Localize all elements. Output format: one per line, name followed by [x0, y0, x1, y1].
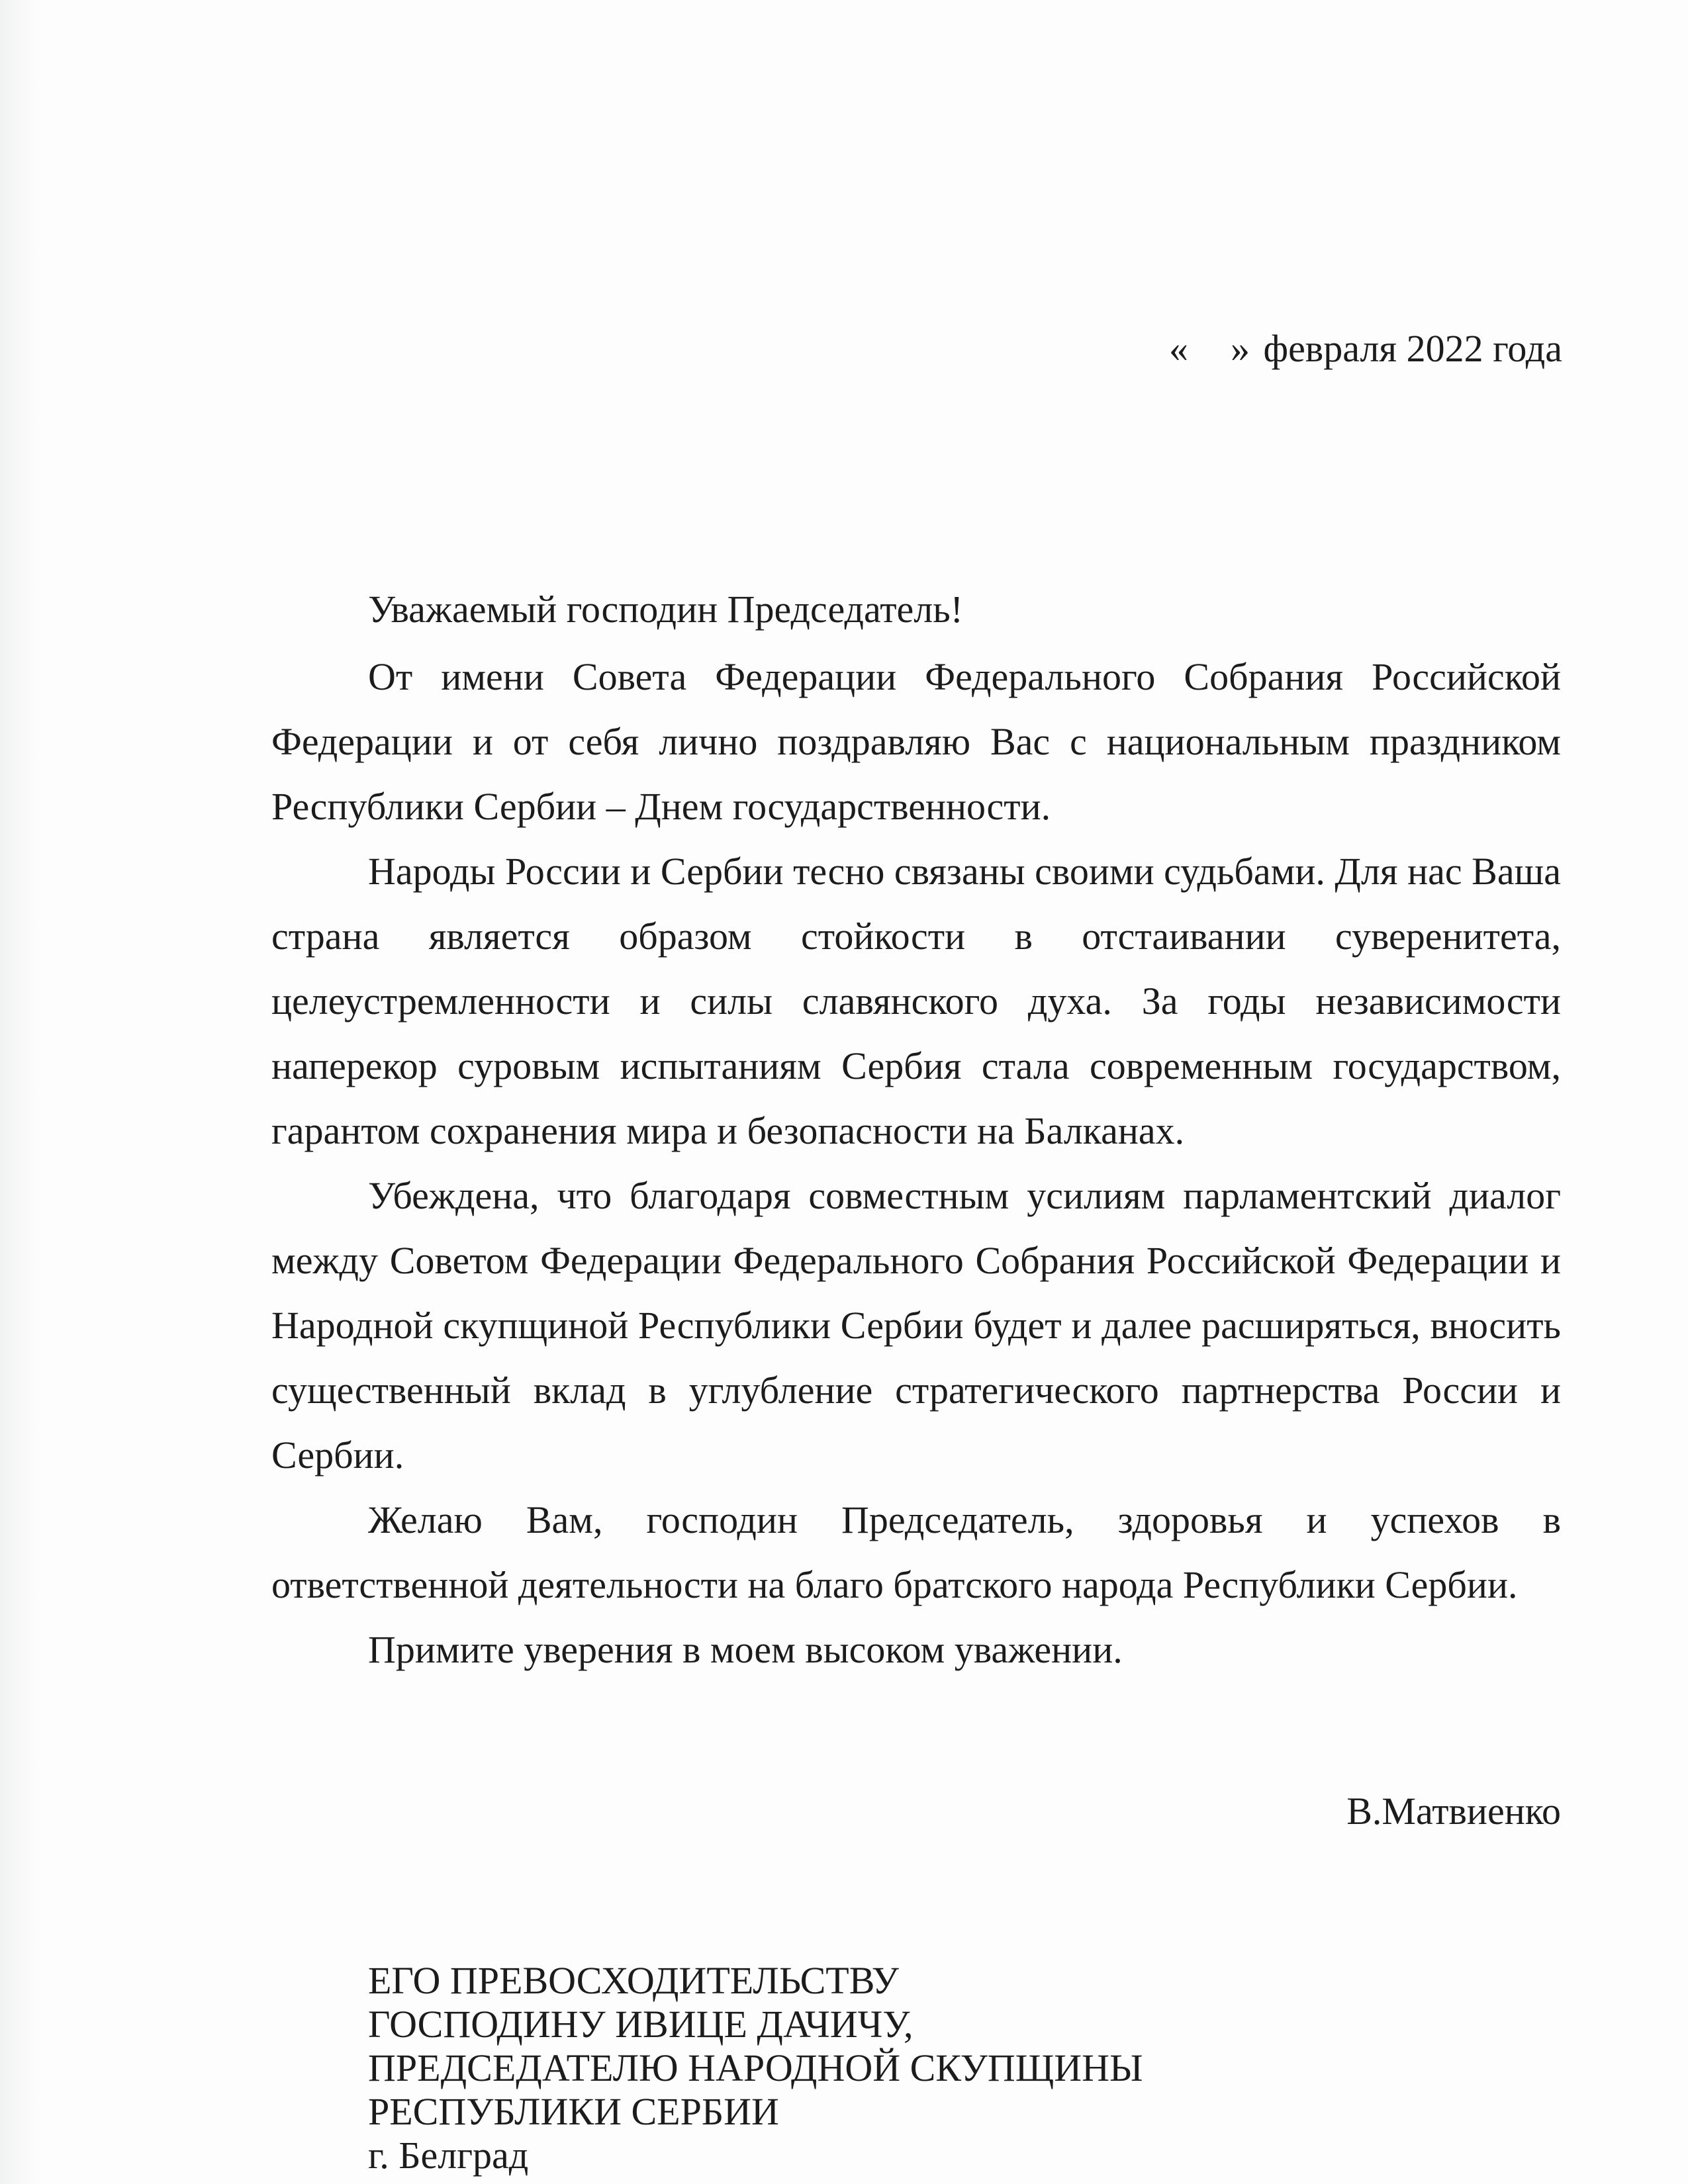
addressee-line-4: РЕСПУБЛИКИ СЕРБИИ: [368, 2090, 779, 2133]
letter-addressee: [368, 1959, 1143, 2177]
letter-paragraph-4: Желаю Вам, господин Председатель, здоровья и успехов в ответственной деятельности на благо братского народа Республики Сербии.: [271, 1498, 1561, 1606]
date-text: февраля 2022 года: [1263, 327, 1562, 370]
addressee-line-2: ГОСПОДИНУ ИВИЦЕ ДАЧИЧУ,: [368, 2003, 914, 2046]
addressee-line-1: ЕГО ПРЕВОСХОДИТЕЛЬСТВУ: [368, 1959, 899, 2002]
addressee-line-3: ПРЕДСЕДАТЕЛЮ НАРОДНОЙ СКУПЩИНЫ: [368, 2046, 1143, 2089]
scan-edge-shadow: [0, 0, 40, 2184]
letter-paragraph-1: От имени Совета Федерации Федерального Собрания Российской Федерации и от себя лично поздравляю Вас с национальным праздником Республики Сербии – Днем государственности.: [271, 655, 1561, 828]
letter-date: [1169, 326, 1562, 372]
letter-body: [271, 577, 1561, 1682]
date-quote-open: «: [1168, 327, 1188, 370]
letter-paragraph-5: Примите уверения в моем высоком уважении.: [368, 1628, 1123, 1671]
letter-paragraph-2: Народы России и Сербии тесно связаны своими судьбами. Для нас Ваша страна является образом стойкости в отстаивании суверенитета, целеустремленности и силы славянского духа. За годы независимости наперекор суровым испытаниям Сербия стала современным государством, гарантом сохранения мира и безопасности на Балканах.: [271, 850, 1561, 1152]
addressee-city: г. Белград: [368, 2134, 529, 2177]
letter-paragraph-3: Убеждена, что благодаря совместным усилиям парламентский диалог между Советом Федерации Федерального Собрания Российской Федерации и Народной скупщиной Республики Сербии будет и далее расширяться, вносить существенный вклад в углубление стратегического партнерства России и Сербии.: [271, 1174, 1561, 1477]
letter-signature: В.Матвиенко: [1346, 1790, 1561, 1833]
date-quote-close: »: [1230, 327, 1250, 370]
letter-greeting: Уважаемый господин Председатель!: [368, 588, 963, 631]
